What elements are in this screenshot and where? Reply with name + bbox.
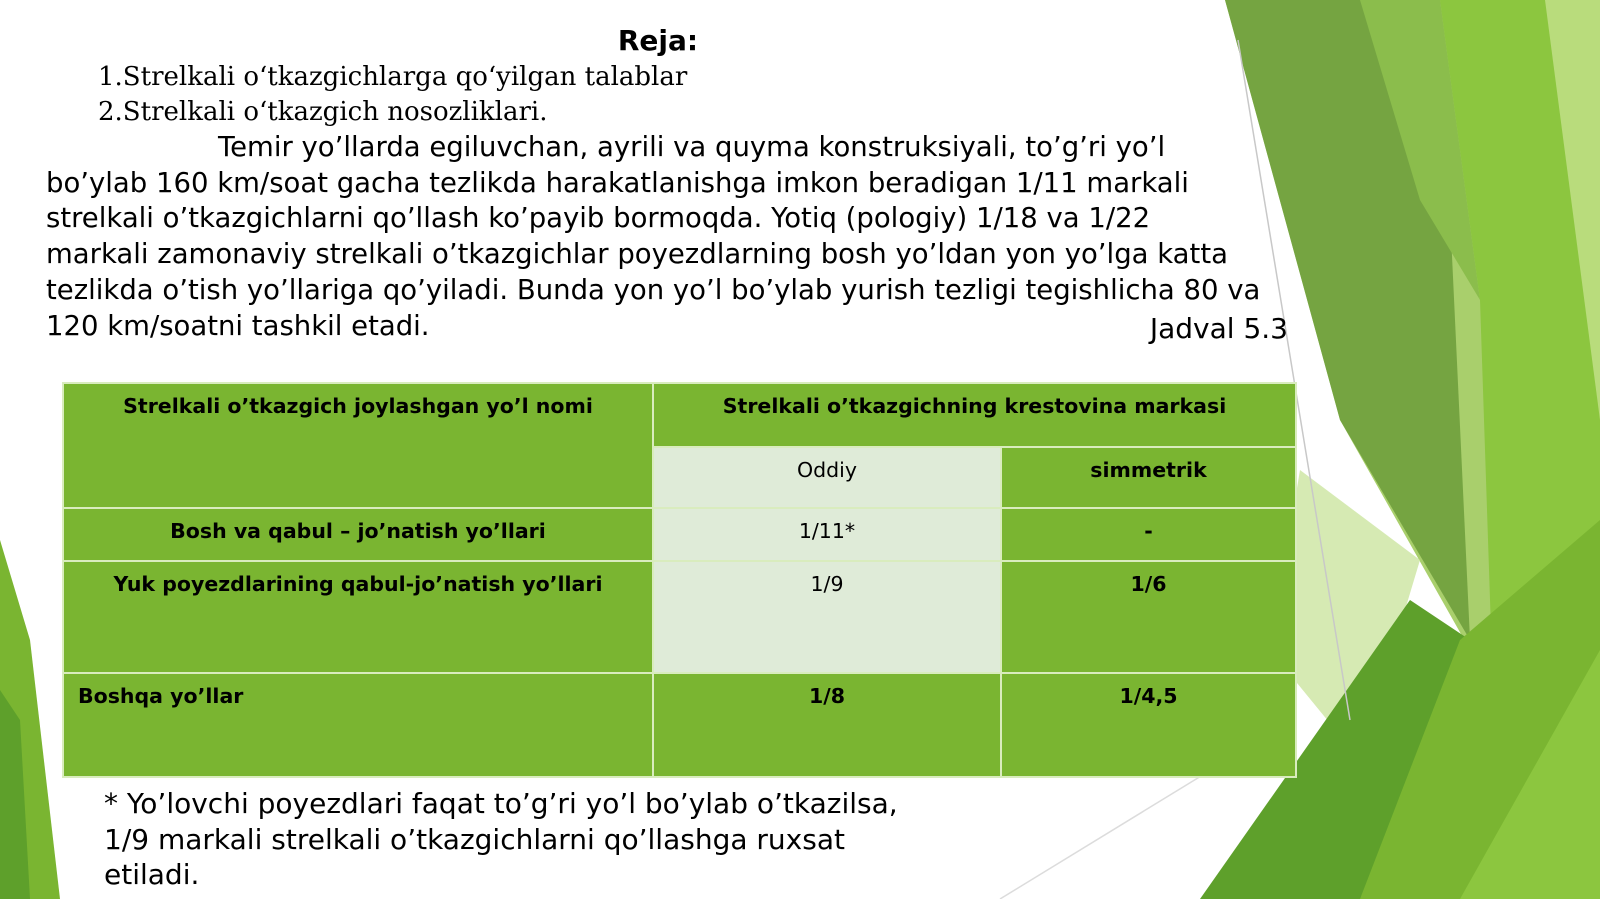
paragraph-line: markali zamonaviy strelkali o’tkazgichlar poyezdlarning bosh yo’ldan yon yo’lga katta — [46, 238, 1228, 271]
row-track-name: Boshqa yo’llar — [63, 673, 653, 777]
row-track-name: Yuk poyezdlarining qabul-jo’natish yo’llari — [63, 561, 653, 673]
table-row — [63, 561, 1296, 673]
row-oddiy-value: 1/8 — [653, 673, 1001, 777]
paragraph-line: Temir yo’llarda egiluvchan, ayrili va quyma konstruksiyali, to’g’ri yo’l — [218, 131, 1166, 163]
table-row — [63, 508, 1296, 561]
paragraph-line: strelkali o’tkazgichlarni qo’llash ko’payib bormoqda. Yotiq (pologiy) 1/18 va 1/22 — [46, 202, 1151, 235]
plan-item-1: 1.Strelkali o‘tkazgichlarga qo‘yilgan talablar — [98, 62, 688, 92]
row-oddiy-value: 1/9 — [653, 561, 1001, 673]
subheader-simmetrik: simmetrik — [1001, 447, 1296, 508]
footnote — [104, 786, 904, 893]
turnout-table — [62, 382, 1297, 778]
table-row — [63, 673, 1296, 777]
paragraph-line: tezlikda o’tish yo’llariga qo’yiladi. Bunda yon yo’l bo’ylab yurish tezligi tegishlicha 80 va — [46, 273, 1261, 306]
footnote-line: * Yo’lovchi poyezdlari faqat to’g’ri yo’l bo’ylab o’tkazilsa, — [104, 787, 898, 820]
footnote-line: 1/9 markali strelkali o’tkazgichlarni qo’llashga ruxsat — [104, 822, 845, 856]
body-paragraph — [46, 130, 1286, 344]
row-track-name: Bosh va qabul – jo’natish yo’llari — [63, 508, 653, 561]
footnote-line: etiladi. — [104, 858, 200, 891]
row-simmetrik-value: 1/4,5 — [1001, 673, 1296, 777]
header-track-name: Strelkali o’tkazgich joylashgan yo’l nomi — [63, 383, 653, 508]
subheader-oddiy: Oddiy — [653, 447, 1001, 508]
paragraph-line: 120 km/soatni tashkil etadi. — [46, 309, 430, 342]
row-oddiy-value: 1/11* — [653, 508, 1001, 561]
table-caption: Jadval 5.3 — [1149, 312, 1288, 345]
page-title: Reja: — [617, 24, 699, 57]
row-simmetrik-value: 1/6 — [1001, 561, 1296, 673]
paragraph-line: bo’ylab 160 km/soat gacha tezlikda harakatlanishga imkon beradigan 1/11 markali — [46, 166, 1189, 199]
plan-item-2: 2.Strelkali o‘tkazgich nosozliklari. — [98, 97, 548, 127]
header-frog-grade: Strelkali o’tkazgichning krestovina markasi — [653, 383, 1296, 447]
row-simmetrik-value: - — [1001, 508, 1296, 561]
